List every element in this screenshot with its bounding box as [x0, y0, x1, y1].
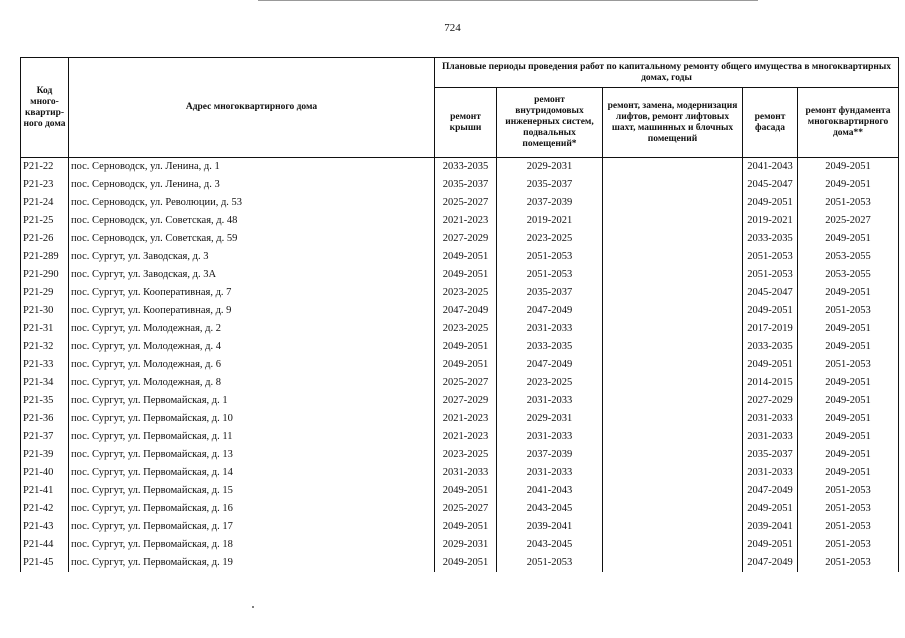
row-systems-period: 2029-2031 [526, 161, 573, 172]
table-row [21, 410, 899, 428]
row-code: P21-36 [21, 410, 69, 428]
table-row [21, 374, 899, 392]
row-lifts-period [603, 284, 743, 302]
table-row [21, 302, 899, 320]
row-systems-period: 2031-2033 [526, 431, 573, 442]
row-roof-period: 2027-2029 [435, 230, 497, 248]
row-lifts-period [603, 248, 743, 266]
row-code: P21-26 [21, 230, 69, 248]
header-roof: ремонт крыши [435, 88, 497, 158]
row-lifts-period [603, 230, 743, 248]
row-foundation-period: 2049-2051 [798, 230, 899, 248]
table-row [21, 392, 899, 410]
row-code: P21-35 [21, 392, 69, 410]
row-address: пос. Серноводск, ул. Революции, д. 53 [69, 194, 435, 212]
scan-speck [252, 606, 254, 608]
table-row [21, 536, 899, 554]
row-lifts-period [603, 266, 743, 284]
table-row [21, 446, 899, 464]
row-roof-period: 2023-2025 [435, 284, 497, 302]
header-code: Код много-квартир-ного дома [21, 58, 69, 158]
row-roof-period: 2049-2051 [435, 248, 497, 266]
row-systems-period: 2051-2053 [526, 557, 573, 568]
header-address: Адрес многоквартирного дома [69, 58, 435, 158]
row-roof-period: 2025-2027 [435, 194, 497, 212]
row-code: P21-39 [21, 446, 69, 464]
row-address: пос. Сургут, ул. Первомайская, д. 10 [69, 410, 435, 428]
row-facade-period: 2049-2051 [747, 503, 793, 514]
row-foundation-period: 2051-2053 [798, 356, 899, 374]
row-facade-period: 2049-2051 [747, 539, 793, 550]
row-lifts-period [603, 356, 743, 374]
row-code: P21-290 [21, 266, 69, 284]
row-address: пос. Сургут, ул. Кооперативная, д. 7 [69, 284, 435, 302]
row-foundation-period: 2049-2051 [798, 410, 899, 428]
table-row [21, 356, 899, 374]
row-lifts-period [603, 446, 743, 464]
row-lifts-period [603, 176, 743, 194]
row-roof-period: 2025-2027 [435, 500, 497, 518]
row-roof-period: 2047-2049 [435, 302, 497, 320]
row-code: P21-42 [21, 500, 69, 518]
row-lifts-period [603, 428, 743, 446]
row-lifts-period [603, 374, 743, 392]
row-address: пос. Сургут, ул. Первомайская, д. 11 [69, 428, 435, 446]
row-systems-period: 2031-2033 [526, 395, 573, 406]
row-facade-period: 2019-2021 [747, 215, 793, 226]
row-code: P21-45 [21, 554, 69, 572]
row-facade-period: 2017-2019 [747, 323, 793, 334]
table-row [21, 212, 899, 230]
row-code: P21-23 [21, 176, 69, 194]
row-facade-period: 2035-2037 [747, 449, 793, 460]
row-facade-period: 2045-2047 [747, 287, 793, 298]
header-facade: ремонт фасада [743, 88, 798, 158]
row-address: пос. Сургут, ул. Первомайская, д. 18 [69, 536, 435, 554]
row-systems-period: 2031-2033 [526, 323, 573, 334]
row-lifts-period [603, 554, 743, 572]
row-systems-period: 2047-2049 [526, 359, 573, 370]
row-foundation-period: 2049-2051 [798, 428, 899, 446]
row-address: пос. Сургут, ул. Первомайская, д. 17 [69, 518, 435, 536]
row-address: пос. Серноводск, ул. Советская, д. 48 [69, 212, 435, 230]
row-address: пос. Сургут, ул. Заводская, д. 3 [69, 248, 435, 266]
row-address: пос. Сургут, ул. Молодежная, д. 2 [69, 320, 435, 338]
row-code: P21-32 [21, 338, 69, 356]
row-address: пос. Сургут, ул. Молодежная, д. 4 [69, 338, 435, 356]
row-systems-period: 2037-2039 [526, 449, 573, 460]
row-roof-period: 2049-2051 [435, 338, 497, 356]
row-foundation-period: 2049-2051 [798, 176, 899, 194]
row-foundation-period: 2051-2053 [798, 536, 899, 554]
table-row [21, 428, 899, 446]
table-row [21, 320, 899, 338]
row-systems-period: 2043-2045 [526, 503, 573, 514]
row-roof-period: 2021-2023 [435, 428, 497, 446]
table-row [21, 500, 899, 518]
row-foundation-period: 2049-2051 [798, 284, 899, 302]
row-foundation-period: 2049-2051 [798, 446, 899, 464]
row-address: пос. Сургут, ул. Первомайская, д. 14 [69, 464, 435, 482]
table-row [21, 338, 899, 356]
row-code: P21-33 [21, 356, 69, 374]
row-systems-period: 2043-2045 [526, 539, 573, 550]
row-lifts-period [603, 392, 743, 410]
row-foundation-period: 2049-2051 [798, 392, 899, 410]
row-address: пос. Сургут, ул. Первомайская, д. 13 [69, 446, 435, 464]
row-foundation-period: 2049-2051 [798, 464, 899, 482]
row-facade-period: 2039-2041 [747, 521, 793, 532]
row-foundation-period: 2049-2051 [798, 158, 899, 177]
row-address: пос. Серноводск, ул. Советская, д. 59 [69, 230, 435, 248]
row-roof-period: 2031-2033 [435, 464, 497, 482]
row-code: P21-34 [21, 374, 69, 392]
table-row [21, 176, 899, 194]
header-periods: Плановые периоды проведения работ по капитальному ремонту общего имущества в многоквартирных домах, годы [435, 58, 899, 88]
row-facade-period: 2031-2033 [747, 431, 793, 442]
table-row [21, 230, 899, 248]
row-lifts-period [603, 320, 743, 338]
row-facade-period: 2049-2051 [747, 359, 793, 370]
row-systems-period: 2033-2035 [526, 341, 573, 352]
row-roof-period: 2023-2025 [435, 320, 497, 338]
row-code: P21-22 [21, 158, 69, 177]
row-code: P21-289 [21, 248, 69, 266]
table-row [21, 248, 899, 266]
row-roof-period: 2035-2037 [435, 176, 497, 194]
table-row [21, 158, 899, 177]
top-rule [258, 0, 758, 1]
page-number: 724 [444, 22, 461, 34]
row-systems-period: 2039-2041 [526, 521, 573, 532]
row-code: P21-24 [21, 194, 69, 212]
row-systems-period: 2023-2025 [526, 233, 573, 244]
row-systems-period: 2031-2033 [526, 467, 573, 478]
row-code: P21-30 [21, 302, 69, 320]
table-row [21, 518, 899, 536]
row-systems-period: 2037-2039 [526, 197, 573, 208]
row-lifts-period [603, 482, 743, 500]
row-address: пос. Сургут, ул. Молодежная, д. 8 [69, 374, 435, 392]
row-facade-period: 2047-2049 [747, 557, 793, 568]
row-code: P21-43 [21, 518, 69, 536]
repair-schedule-table [20, 57, 899, 572]
row-systems-period: 2023-2025 [526, 377, 573, 388]
row-facade-period: 2041-2043 [747, 161, 793, 172]
row-facade-period: 2031-2033 [747, 413, 793, 424]
row-foundation-period: 2051-2053 [798, 302, 899, 320]
row-code: P21-44 [21, 536, 69, 554]
row-code: P21-29 [21, 284, 69, 302]
row-code: P21-25 [21, 212, 69, 230]
row-foundation-period: 2051-2053 [798, 500, 899, 518]
row-facade-period: 2051-2053 [747, 251, 793, 262]
row-address: пос. Серноводск, ул. Ленина, д. 1 [69, 158, 435, 177]
row-facade-period: 2033-2035 [747, 341, 793, 352]
row-facade-period: 2033-2035 [747, 233, 793, 244]
row-lifts-period [603, 464, 743, 482]
row-code: P21-37 [21, 428, 69, 446]
row-facade-period: 2051-2053 [747, 269, 793, 280]
row-address: пос. Сургут, ул. Кооперативная, д. 9 [69, 302, 435, 320]
row-facade-period: 2049-2051 [747, 305, 793, 316]
header-foundation: ремонт фундамента многоквартирного дома** [798, 88, 899, 158]
row-systems-period: 2019-2021 [526, 215, 573, 226]
row-roof-period: 2049-2051 [435, 356, 497, 374]
row-lifts-period [603, 410, 743, 428]
row-lifts-period [603, 536, 743, 554]
row-lifts-period [603, 518, 743, 536]
row-roof-period: 2025-2027 [435, 374, 497, 392]
row-code: P21-40 [21, 464, 69, 482]
table-row [21, 482, 899, 500]
row-foundation-period: 2051-2053 [798, 518, 899, 536]
row-roof-period: 2023-2025 [435, 446, 497, 464]
row-foundation-period: 2051-2053 [798, 194, 899, 212]
row-address: пос. Сургут, ул. Первомайская, д. 15 [69, 482, 435, 500]
row-systems-period: 2051-2053 [526, 269, 573, 280]
row-roof-period: 2027-2029 [435, 392, 497, 410]
row-code: P21-31 [21, 320, 69, 338]
row-facade-period: 2049-2051 [747, 197, 793, 208]
row-lifts-period [603, 500, 743, 518]
row-foundation-period: 2053-2055 [798, 266, 899, 284]
row-foundation-period: 2025-2027 [798, 212, 899, 230]
table-row [21, 284, 899, 302]
row-roof-period: 2021-2023 [435, 410, 497, 428]
row-lifts-period [603, 338, 743, 356]
row-facade-period: 2031-2033 [747, 467, 793, 478]
row-foundation-period: 2053-2055 [798, 248, 899, 266]
row-address: пос. Сургут, ул. Заводская, д. 3А [69, 266, 435, 284]
row-address: пос. Сургут, ул. Первомайская, д. 16 [69, 500, 435, 518]
table-body [21, 158, 899, 573]
row-foundation-period: 2049-2051 [798, 338, 899, 356]
row-roof-period: 2049-2051 [435, 554, 497, 572]
row-lifts-period [603, 194, 743, 212]
row-facade-period: 2027-2029 [747, 395, 793, 406]
row-lifts-period [603, 302, 743, 320]
table-row [21, 266, 899, 284]
row-foundation-period: 2049-2051 [798, 374, 899, 392]
table-row [21, 194, 899, 212]
table-header [21, 58, 899, 158]
row-roof-period: 2033-2035 [435, 158, 497, 177]
row-roof-period: 2049-2051 [435, 266, 497, 284]
row-facade-period: 2014-2015 [747, 377, 793, 388]
row-foundation-period: 2051-2053 [798, 482, 899, 500]
header-systems: ремонт внутридомовых инженерных систем, подвальных помещений* [497, 88, 603, 158]
row-code: P21-41 [21, 482, 69, 500]
row-address: пос. Сургут, ул. Первомайская, д. 19 [69, 554, 435, 572]
row-roof-period: 2049-2051 [435, 518, 497, 536]
row-lifts-period [603, 158, 743, 177]
row-address: пос. Сургут, ул. Первомайская, д. 1 [69, 392, 435, 410]
row-lifts-period [603, 212, 743, 230]
row-systems-period: 2051-2053 [526, 251, 573, 262]
row-systems-period: 2035-2037 [526, 179, 573, 190]
row-facade-period: 2047-2049 [747, 485, 793, 496]
row-systems-period: 2029-2031 [526, 413, 573, 424]
row-systems-period: 2035-2037 [526, 287, 573, 298]
row-roof-period: 2021-2023 [435, 212, 497, 230]
row-address: пос. Серноводск, ул. Ленина, д. 3 [69, 176, 435, 194]
row-foundation-period: 2051-2053 [798, 554, 899, 572]
row-foundation-period: 2049-2051 [798, 320, 899, 338]
row-roof-period: 2049-2051 [435, 482, 497, 500]
table-row [21, 464, 899, 482]
row-address: пос. Сургут, ул. Молодежная, д. 6 [69, 356, 435, 374]
row-roof-period: 2029-2031 [435, 536, 497, 554]
row-systems-period: 2047-2049 [526, 305, 573, 316]
row-systems-period: 2041-2043 [526, 485, 573, 496]
header-lifts: ремонт, замена, модернизация лифтов, ремонт лифтовых шахт, машинных и блочных помещений [603, 88, 743, 158]
table-row [21, 554, 899, 572]
row-facade-period: 2045-2047 [747, 179, 793, 190]
